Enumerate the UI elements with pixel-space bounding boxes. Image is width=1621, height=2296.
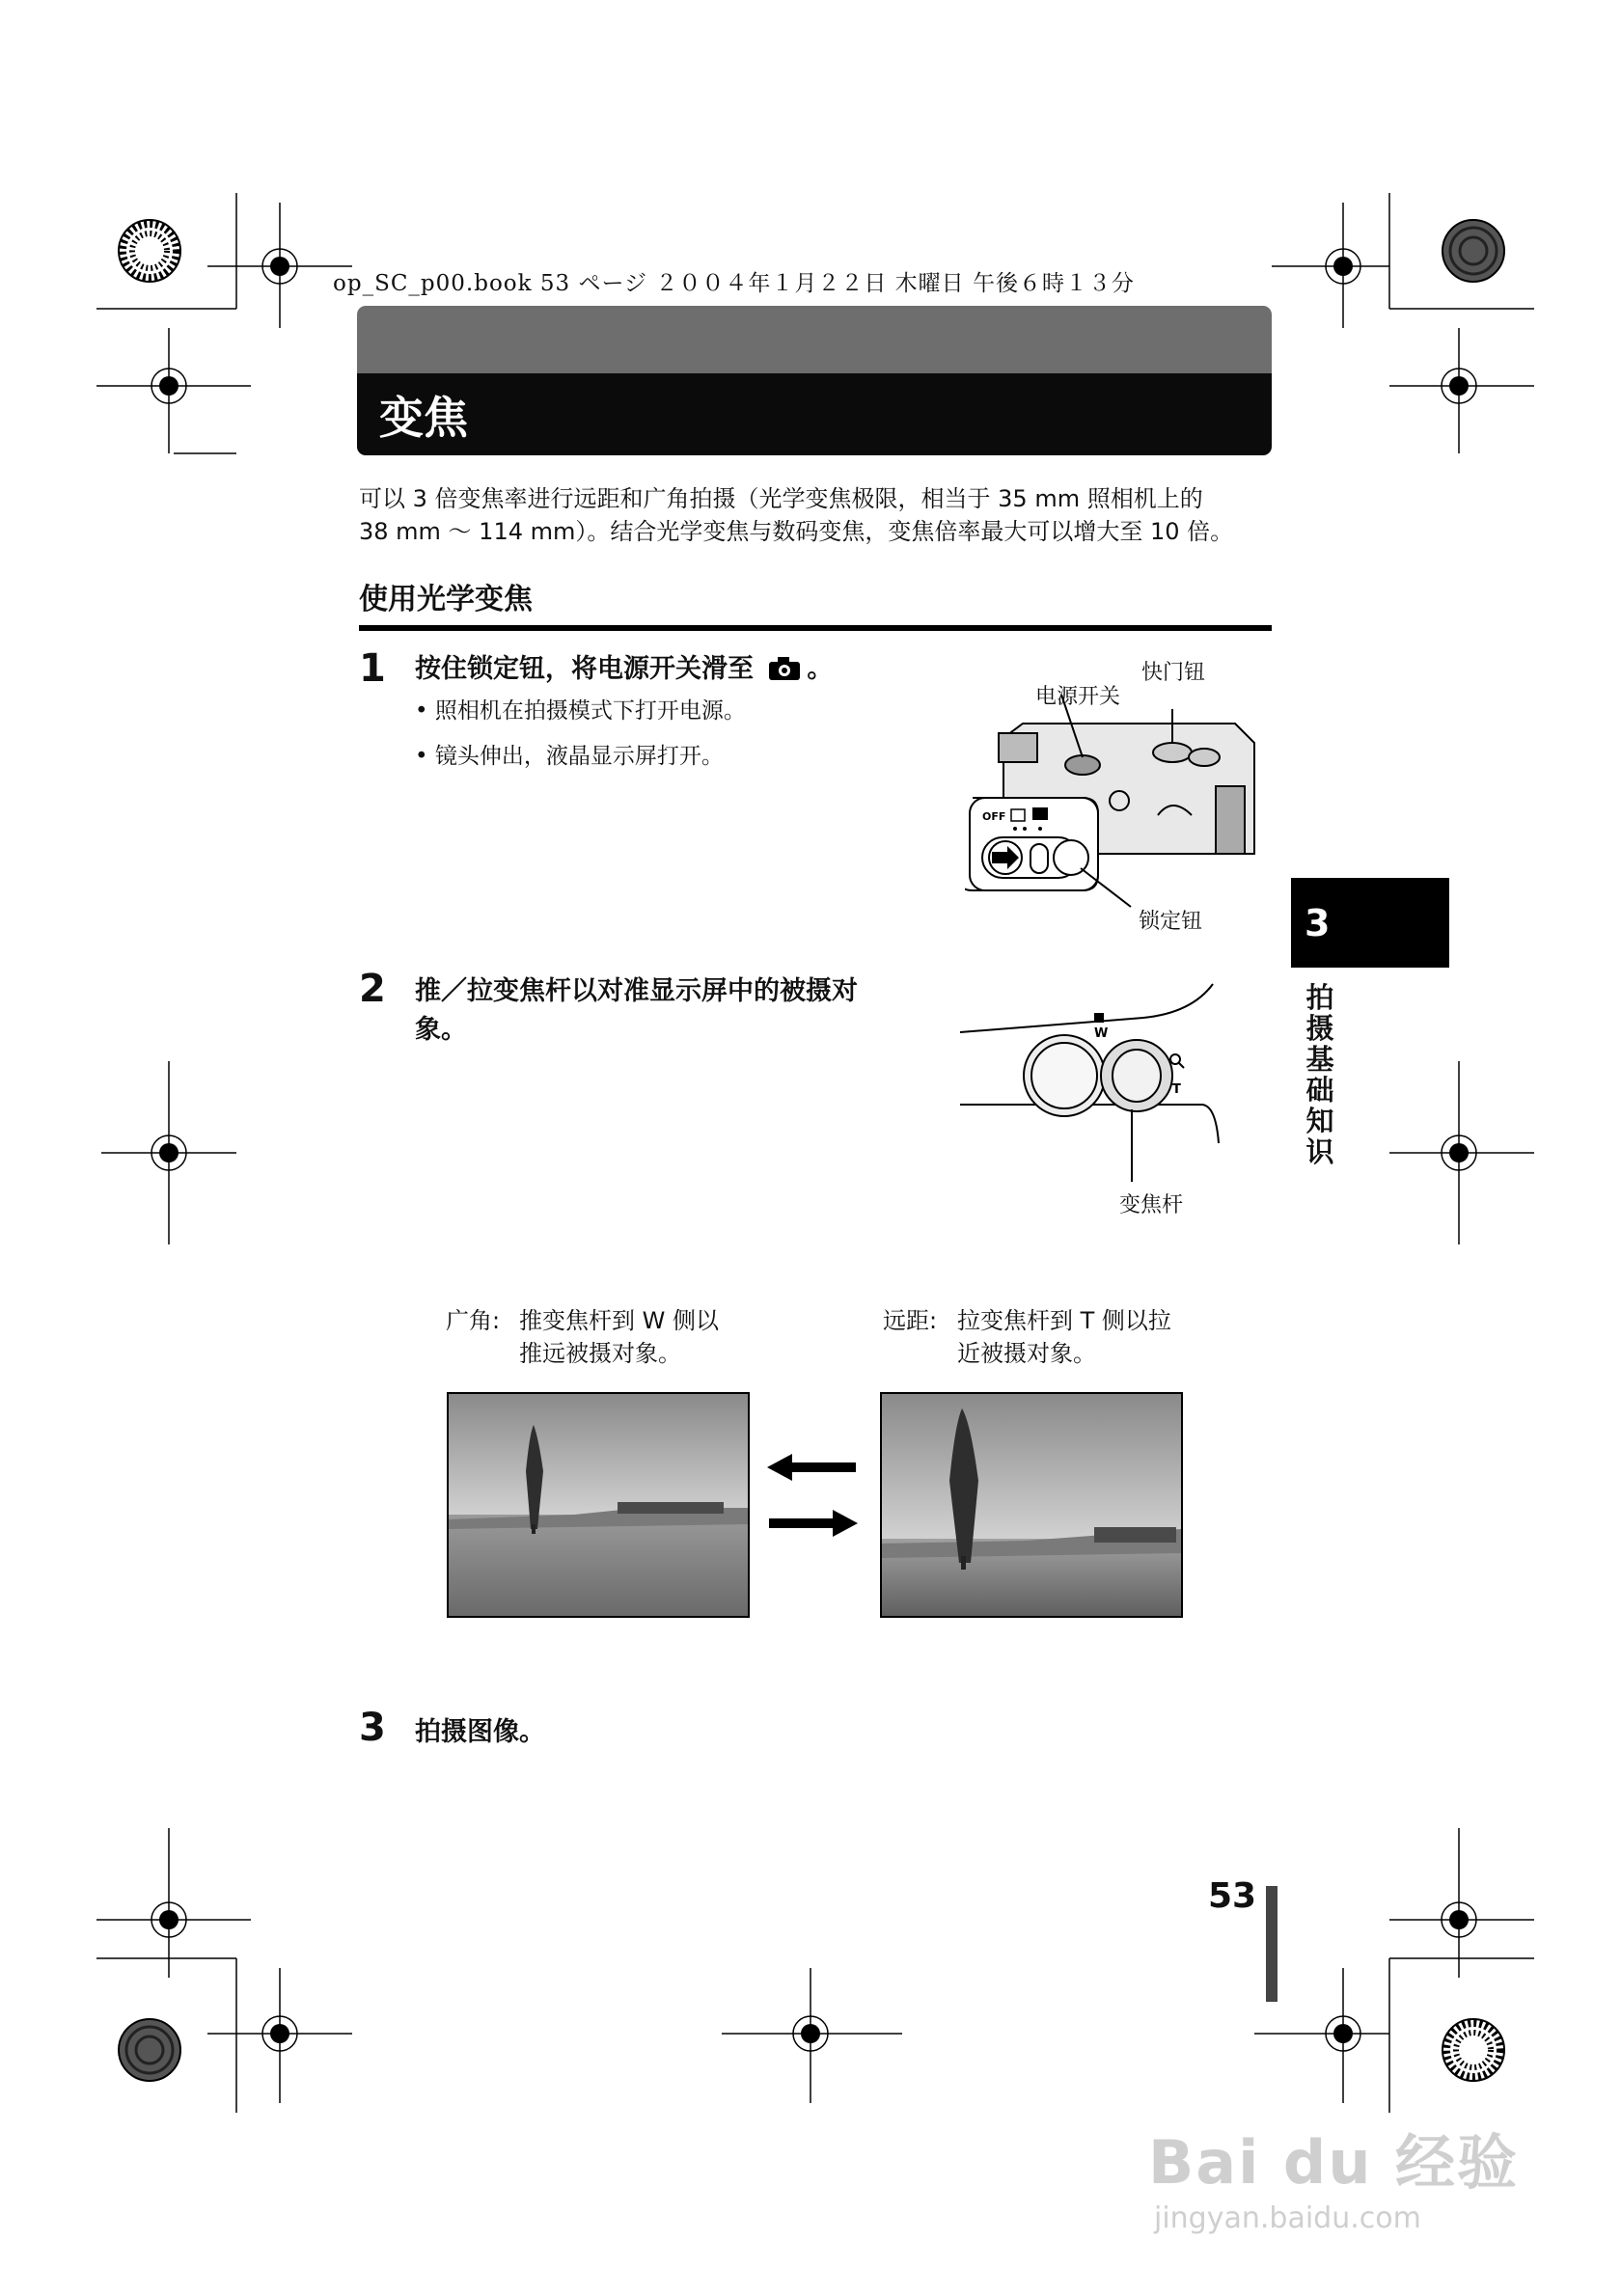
tele-desc-line-1: 拉变焦杆到 T 侧以拉	[957, 1307, 1171, 1334]
zoom-lever-illustration	[960, 979, 1250, 1201]
title-band	[357, 373, 1272, 455]
zoom-direction-arrows	[767, 1452, 864, 1548]
step-3-text: 拍摄图像。	[415, 1717, 545, 1747]
camera-icon	[768, 654, 801, 693]
step-1-bullet-1: • 照相机在拍摄模式下打开电源。	[415, 698, 746, 724]
step-2-number: 2	[359, 967, 386, 1011]
arrow-left-icon	[767, 1454, 856, 1481]
baidu-watermark-url: jingyan.baidu.com	[1154, 2201, 1421, 2235]
tele-desc	[957, 1304, 1171, 1370]
title-band-top	[357, 306, 1272, 373]
t-label: T	[1172, 1082, 1181, 1097]
step-1-text	[415, 650, 833, 693]
chapter-number: 3	[1305, 902, 1331, 944]
wide-desc-line-1: 推变焦杆到 W 侧以	[519, 1307, 719, 1334]
book-header-line: op_SC_p00.book 53 ページ ２００４年１月２２日 木曜日 午後６時１３分	[333, 271, 1135, 296]
telephoto-photo	[880, 1392, 1183, 1618]
zoom-lever-label: 变焦杆	[1119, 1193, 1184, 1217]
section-heading: 使用光学变焦	[359, 583, 533, 616]
section-rule	[359, 625, 1272, 631]
step-2-text	[415, 972, 858, 1050]
wide-desc-line-2: 推远被摄对象。	[519, 1340, 681, 1367]
intro-line-1: 可以 3 倍变焦率进行远距和广角拍摄（光学变焦极限，相当于 35 mm 照相机上的	[359, 485, 1203, 512]
page-number: 53	[1208, 1876, 1257, 1916]
wide-term: 广角:	[446, 1307, 501, 1334]
tele-desc-line-2: 近被摄对象。	[957, 1340, 1096, 1367]
arrow-right-icon	[769, 1510, 858, 1537]
camera-top-illustration	[965, 690, 1274, 950]
wide-angle-photo	[447, 1392, 750, 1618]
page-title: 变焦	[379, 392, 468, 444]
step-3-number: 3	[359, 1706, 386, 1750]
shutter-label: 快门钮	[1141, 661, 1206, 685]
lock-button-label: 锁定钮	[1139, 910, 1203, 934]
wide-desc	[519, 1304, 719, 1370]
step-1-bullet-2: • 镜头伸出，液晶显示屏打开。	[415, 744, 724, 769]
page-number-bar	[1266, 1886, 1278, 2002]
w-label: W	[1094, 1026, 1109, 1041]
chapter-label: 拍摄基础知识	[1305, 981, 1334, 1168]
step-1-number: 1	[359, 646, 386, 691]
step-2-line-1: 推／拉变焦杆以对准显示屏中的被摄对	[415, 976, 858, 1006]
step-2-line-2: 象。	[415, 1015, 467, 1045]
tele-term: 远距:	[883, 1307, 938, 1334]
intro-line-2: 38 mm ～ 114 mm）。结合光学变焦与数码变焦，变焦倍率最大可以增大至 10 倍。	[359, 518, 1234, 545]
baidu-watermark-logo: Bai du 经验	[1148, 2127, 1520, 2198]
power-switch-label: 电源开关	[1035, 685, 1121, 709]
step-1-suffix: 。	[807, 654, 834, 684]
step-1-label: 按住锁定钮，将电源开关滑至	[415, 654, 754, 684]
switch-off-label: OFF	[982, 810, 1006, 823]
intro-paragraph	[359, 482, 1285, 548]
